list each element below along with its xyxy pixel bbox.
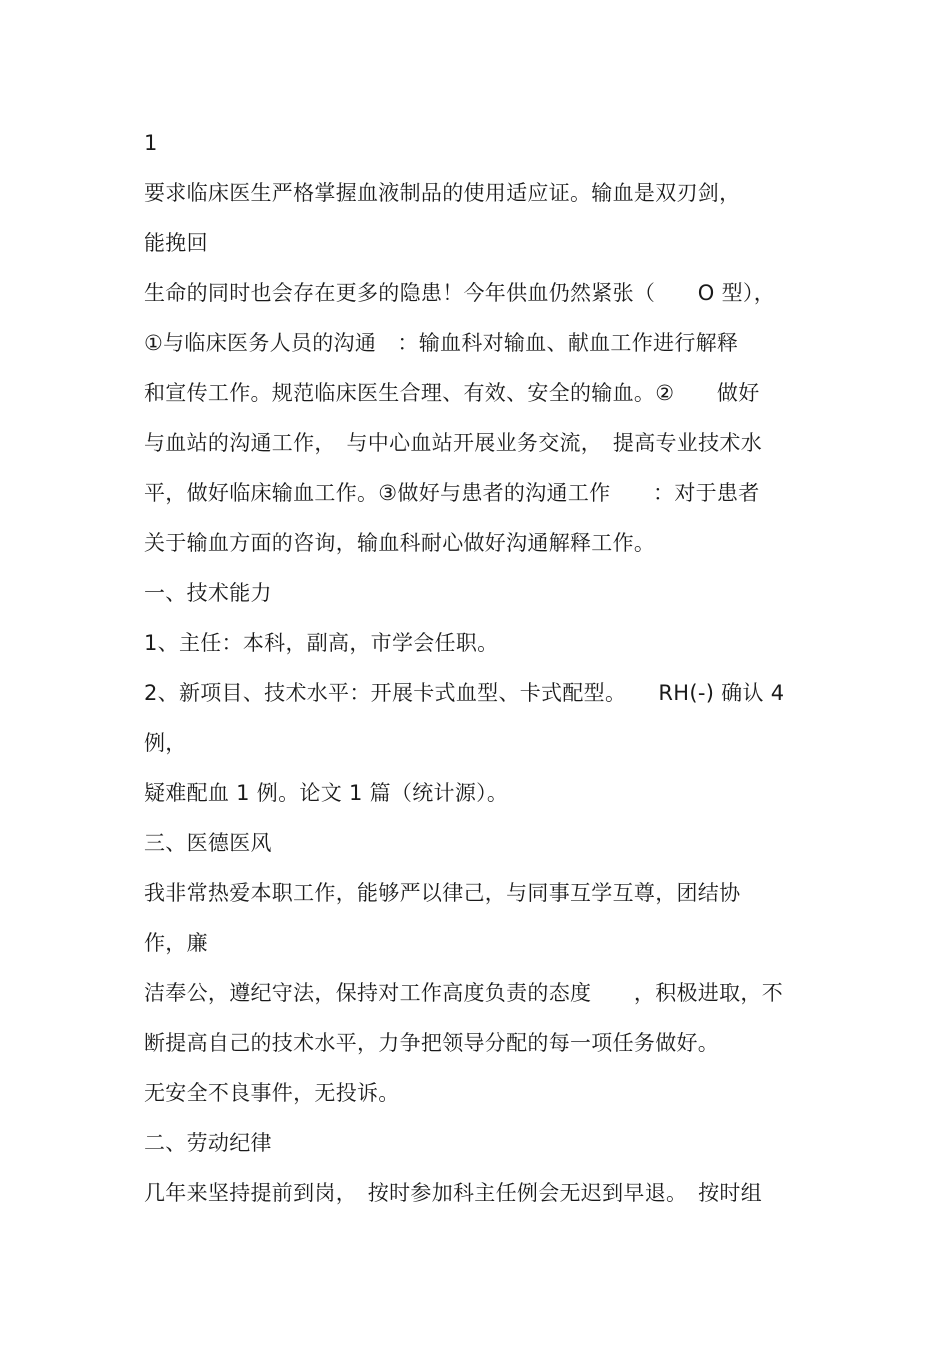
text-line: 生命的同时也会存在更多的隐患！今年供血仍然紧张（ O 型）， xyxy=(144,281,776,305)
text-line: 断提高自己的技术水平，力争把领导分配的每一项任务做好。 xyxy=(144,1031,720,1055)
text-line: 2、新项目、技术水平：开展卡式血型、卡式配型。 RH(-) 确认 4 xyxy=(144,681,785,705)
text-line: 1、主任：本科，副高，市学会任职。 xyxy=(144,631,499,655)
page-number: 1 xyxy=(144,131,158,155)
text-line: 能挽回 xyxy=(144,231,208,255)
text-line: 要求临床医生严格掌握血液制品的使用适应证。输血是双刃剑， xyxy=(144,181,741,205)
text-line: 和宣传工作。规范临床医生合理、有效、安全的输血。② 做好 xyxy=(144,381,760,405)
text-line: ①与临床医务人员的沟通 ：输血科对输血、献血工作进行解释 xyxy=(144,331,739,355)
text-line: 作，廉 xyxy=(144,931,208,955)
text-line: 洁奉公，遵纪守法，保持对工作高度负责的态度 ，积极进取，不 xyxy=(144,981,783,1005)
text-line: 几年来坚持提前到岗， 按时参加科主任例会无迟到早退。 按时组 xyxy=(144,1181,762,1205)
text-line: 例， xyxy=(144,731,187,755)
text-line: 关于输血方面的咨询，输血科耐心做好沟通解释工作。 xyxy=(144,531,656,555)
text-line: 我非常热爱本职工作，能够严以律己，与同事互学互尊，团结协 xyxy=(144,881,741,905)
text-line: 平，做好临床输血工作。③做好与患者的沟通工作 ：对于患者 xyxy=(144,481,760,505)
text-line: 无安全不良事件，无投诉。 xyxy=(144,1081,400,1105)
section-heading: 三、医德医风 xyxy=(144,831,272,855)
section-heading: 二、劳动纪律 xyxy=(144,1131,272,1155)
text-line: 疑难配血 1 例。论文 1 篇（统计源）。 xyxy=(144,781,509,805)
section-heading: 一、技术能力 xyxy=(144,581,272,605)
text-line: 与血站的沟通工作， 与中心血站开展业务交流， 提高专业技术水 xyxy=(144,431,762,455)
